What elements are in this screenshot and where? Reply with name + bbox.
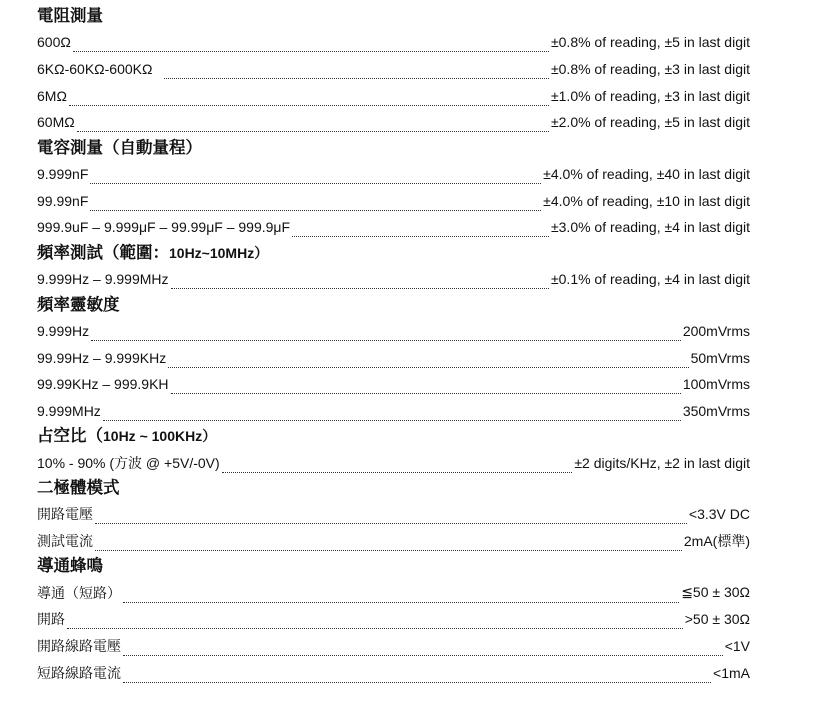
dot-leader	[77, 118, 549, 132]
section-title: 二極體模式	[37, 478, 120, 497]
dot-leader	[91, 327, 681, 341]
dot-leader	[95, 537, 682, 551]
spec-row	[37, 449, 750, 476]
spec-row	[37, 344, 750, 371]
spec-label: 9.999Hz	[37, 322, 90, 339]
dot-leader	[168, 354, 688, 368]
dot-leader	[90, 197, 541, 211]
spec-value: ±0.1% of reading, ±4 in last digit	[550, 271, 750, 288]
dot-leader	[171, 380, 681, 394]
dot-leader	[222, 459, 573, 473]
dot-leader	[95, 510, 687, 524]
spec-row	[37, 29, 750, 56]
spec-label: 9.999MHz	[37, 402, 101, 419]
section-title: 電阻測量	[37, 7, 103, 25]
dot-leader	[123, 642, 723, 656]
section-heading-frequency-sensitivity	[37, 293, 750, 318]
spec-row	[37, 606, 750, 633]
spec-value: <3.3V DC	[688, 506, 750, 523]
dot-leader	[69, 92, 549, 106]
spec-value: <1V	[724, 638, 750, 655]
spec-label: 短路線路電流	[37, 664, 121, 681]
spec-row	[37, 318, 750, 345]
dot-leader	[292, 223, 549, 237]
spec-value: ≦50 ± 30Ω	[681, 584, 750, 601]
spec-value: ±4.0% of reading, ±10 in last digit	[543, 192, 750, 209]
spec-row	[37, 266, 750, 293]
spec-row	[37, 633, 750, 660]
spec-document	[37, 4, 750, 686]
spec-label: 開路電壓	[37, 506, 93, 523]
spec-value: ±2 digits/KHz, ±2 in last digit	[574, 454, 750, 471]
spec-row	[37, 398, 750, 425]
section-heading-duty-cycle	[37, 424, 750, 449]
spec-value: ±3.0% of reading, ±4 in last digit	[550, 219, 750, 236]
spec-value: 350mVrms	[682, 402, 750, 419]
dot-leader	[123, 589, 679, 603]
spec-label: 6KΩ-60KΩ-600KΩ	[37, 61, 153, 78]
section-title: 頻率靈敏度	[37, 295, 120, 314]
spec-value: ±2.0% of reading, ±5 in last digit	[550, 114, 750, 131]
dot-leader	[67, 615, 683, 629]
spec-value: 200mVrms	[682, 322, 750, 339]
section-heading-continuity-buzzer	[37, 554, 750, 579]
spec-label: 開路	[37, 611, 65, 628]
spec-label: 6MΩ	[37, 87, 67, 104]
spec-value: 50mVrms	[690, 349, 750, 366]
spec-row	[37, 56, 750, 83]
spec-label: 99.99KHz – 999.9KH	[37, 376, 169, 393]
spec-row	[37, 187, 750, 214]
section-heading-resistance	[37, 4, 750, 29]
spec-label: 測試電流	[37, 532, 93, 549]
spec-label: 600Ω	[37, 34, 71, 51]
dot-leader	[171, 275, 549, 289]
spec-label: 導通（短路）	[37, 584, 121, 601]
spec-label: 60MΩ	[37, 114, 75, 131]
spec-value: 100mVrms	[682, 376, 750, 393]
spec-value: >50 ± 30Ω	[684, 611, 750, 628]
spec-label: 10% - 90% (方波 @ +5V/-0V)	[37, 454, 220, 471]
section-heading-frequency-test	[37, 241, 750, 266]
spec-value: 2mA(標準)	[683, 532, 750, 549]
spec-label: 9.999Hz – 9.999MHz	[37, 271, 169, 288]
spec-value: <1mA	[713, 664, 750, 681]
spec-label: 99.99nF	[37, 192, 89, 209]
spec-row	[37, 579, 750, 606]
section-heading-diode-mode	[37, 476, 750, 501]
section-title: 導通蜂鳴	[37, 557, 103, 576]
spec-row	[37, 214, 750, 241]
spec-row	[37, 109, 750, 136]
spec-row	[37, 371, 750, 398]
spec-label: 9.999nF	[37, 166, 89, 183]
section-title: 電容測量（自動量程）	[37, 138, 202, 157]
section-title: 頻率測試（範圍：	[37, 243, 169, 262]
spec-value: ±0.8% of reading, ±5 in last digit	[550, 34, 750, 51]
dot-leader	[103, 407, 681, 421]
dot-leader	[164, 65, 549, 79]
spec-value: ±1.0% of reading, ±3 in last digit	[550, 87, 750, 104]
dot-leader	[73, 38, 549, 52]
spec-row	[37, 528, 750, 555]
section-subtitle: 10Hz~10MHz）	[169, 244, 269, 261]
spec-row	[37, 659, 750, 686]
spec-value: ±4.0% of reading, ±40 in last digit	[543, 166, 750, 183]
section-title: 占空比（	[37, 427, 103, 446]
spec-row	[37, 82, 750, 109]
spec-label: 99.99Hz – 9.999KHz	[37, 349, 167, 366]
spec-row	[37, 161, 750, 188]
section-heading-capacitance	[37, 136, 750, 161]
dot-leader	[90, 170, 541, 184]
section-subtitle: 10Hz ~ 100KHz）	[103, 428, 217, 445]
spec-row	[37, 501, 750, 528]
spec-label: 999.9uF – 9.999μF – 99.99μF – 999.9μF	[37, 219, 291, 236]
spec-value: ±0.8% of reading, ±3 in last digit	[550, 61, 750, 78]
spec-label: 開路線路電壓	[37, 638, 121, 655]
dot-leader	[123, 669, 711, 683]
